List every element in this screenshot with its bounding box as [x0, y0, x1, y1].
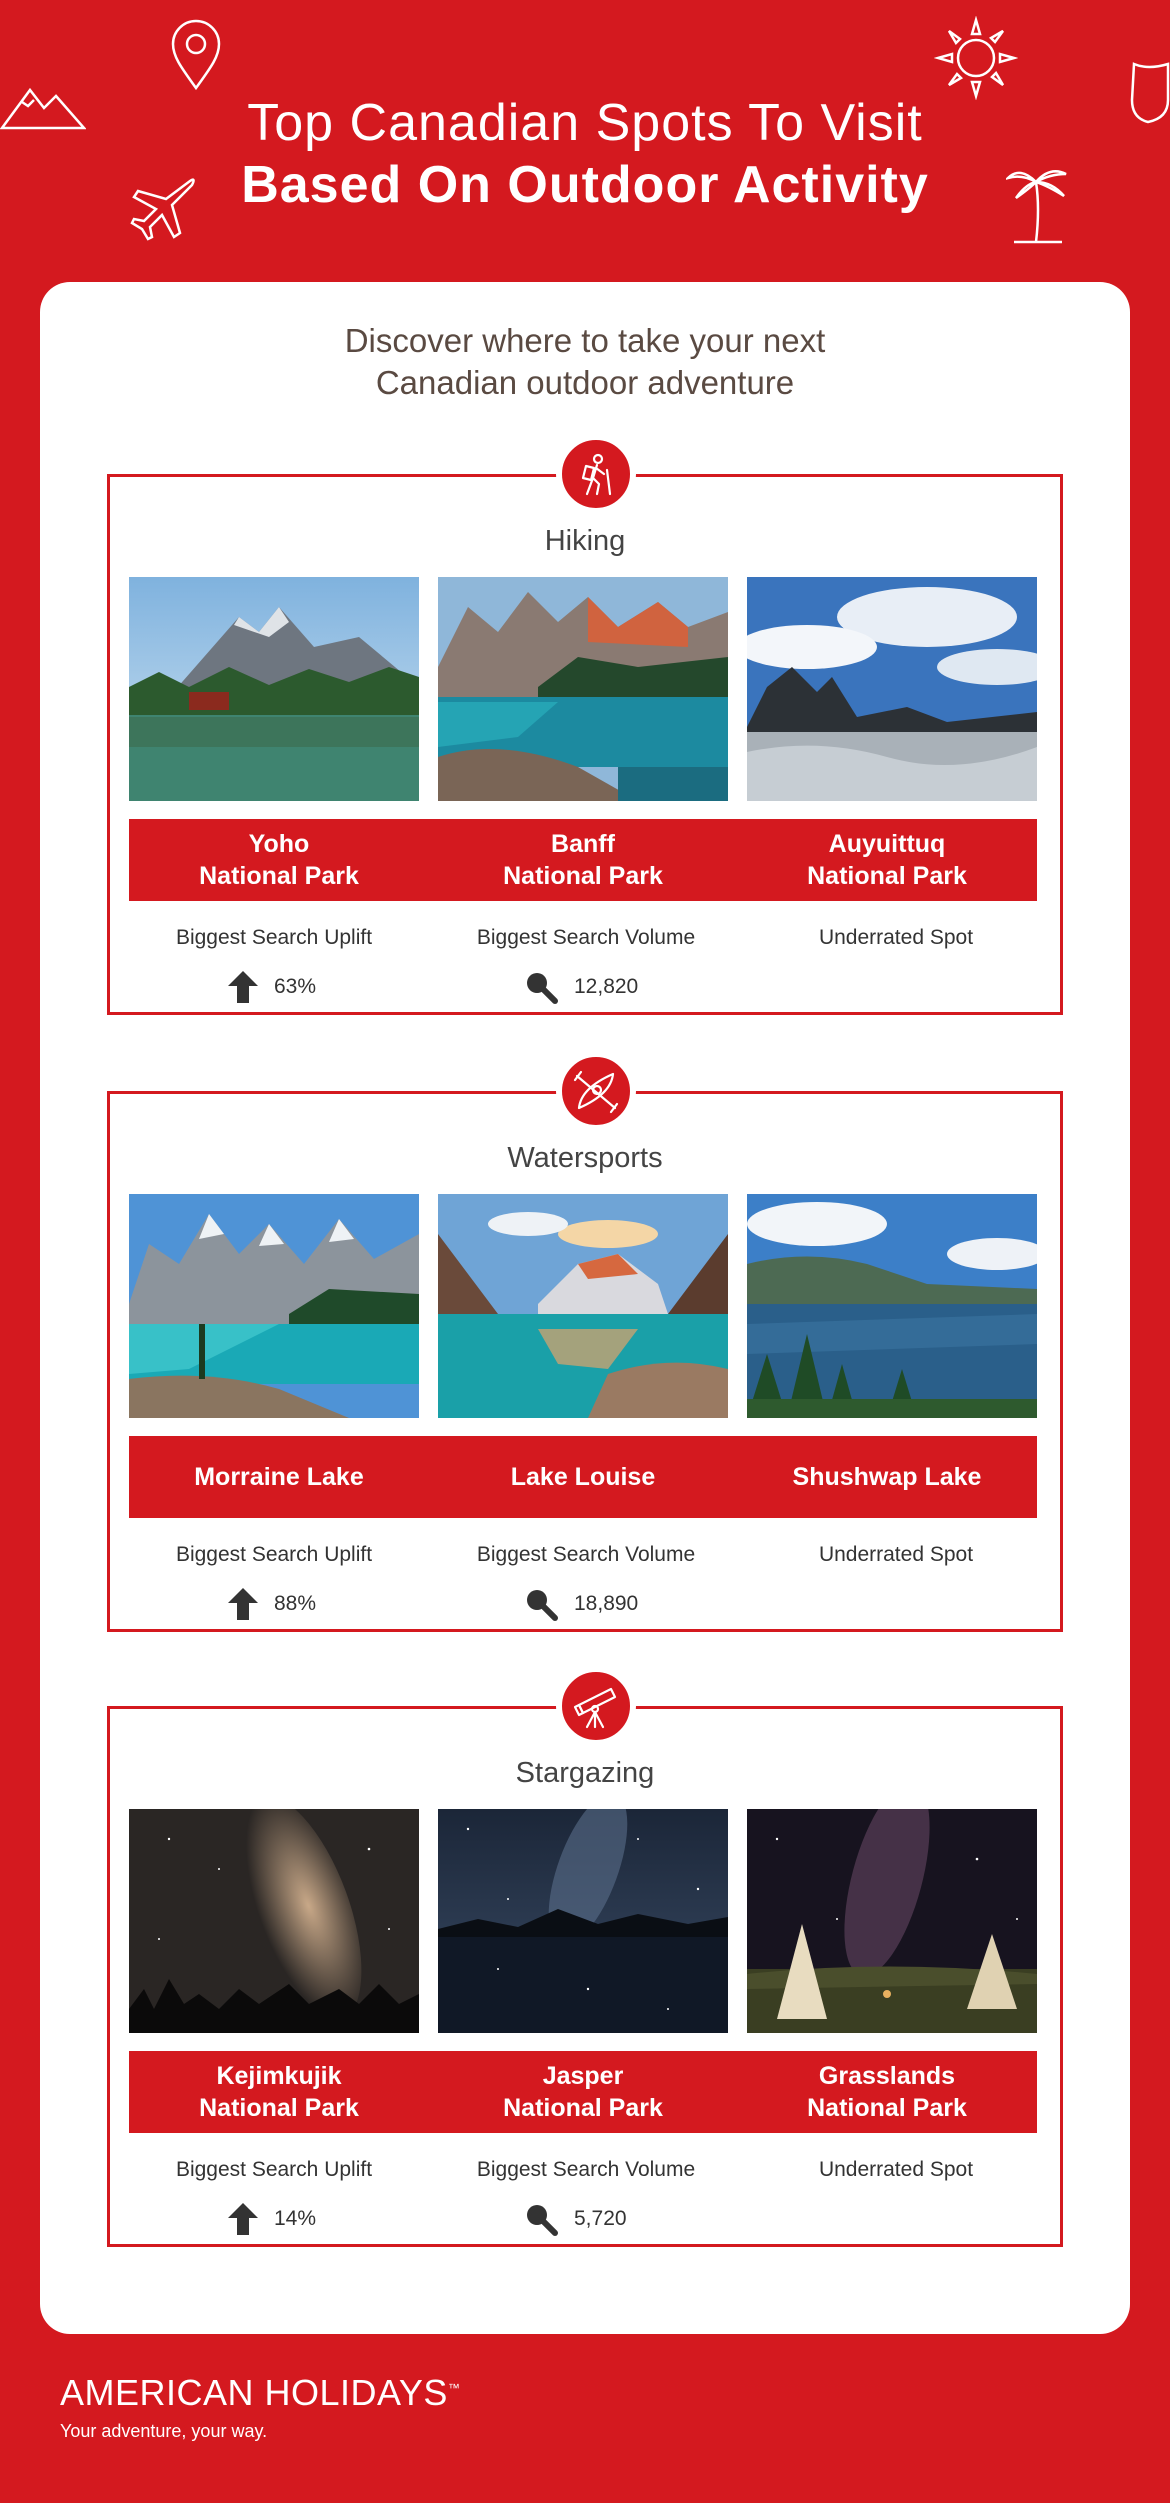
kayak-icon — [573, 1068, 619, 1114]
photo-lake-louise — [438, 1194, 728, 1418]
magnifier-icon — [524, 970, 558, 1004]
magnifier-icon — [524, 2202, 558, 2236]
section-hiking — [107, 474, 1063, 1015]
place-name: Banff National Park — [503, 830, 663, 890]
section-title: Watersports — [507, 1142, 663, 1174]
section-badge — [556, 1051, 636, 1131]
place-name: Auyuittuq National Park — [807, 830, 967, 890]
stat-uplift — [228, 2199, 316, 2239]
place-names-bar — [129, 1436, 1037, 1518]
brand-logo[interactable] — [60, 2368, 460, 2443]
stat-value: 18,890 — [574, 1592, 639, 1615]
stat-label: Biggest Search Volume — [476, 926, 696, 949]
brand-tagline: Your adventure, your way. — [60, 2421, 268, 2441]
photo-morraine-lake — [129, 1194, 419, 1418]
telescope-icon — [573, 1683, 619, 1729]
place-name: Grasslands National Park — [807, 2062, 967, 2122]
intro-line-2: Canadian outdoor adventure — [375, 364, 795, 401]
arrow-up-icon — [228, 2203, 258, 2235]
stat-value: 12,820 — [574, 975, 639, 998]
hiker-icon — [574, 452, 618, 496]
trademark-symbol: ™ — [447, 2381, 461, 2395]
page-title — [0, 92, 1170, 216]
place-name: Jasper National Park — [503, 2062, 663, 2122]
photo-auyuittuq — [747, 577, 1037, 801]
section-watersports — [107, 1091, 1063, 1632]
map-pin-icon — [170, 18, 222, 90]
stat-volume — [524, 967, 638, 1007]
place-name: Yoho National Park — [199, 830, 359, 890]
section-badge — [556, 434, 636, 514]
photo-shushwap-lake — [747, 1194, 1037, 1418]
section-stargazing — [107, 1706, 1063, 2247]
intro-text — [0, 320, 1170, 404]
place-name: Kejimkujik National Park — [199, 2062, 359, 2122]
place-names-bar — [129, 819, 1037, 901]
stat-value: 88% — [274, 1592, 317, 1615]
section-title: Hiking — [544, 525, 626, 557]
stat-label: Biggest Search Uplift — [175, 1543, 373, 1566]
stat-value: 63% — [274, 975, 317, 998]
stat-label: Biggest Search Volume — [476, 2158, 696, 2181]
photo-grasslands — [747, 1809, 1037, 2033]
intro-line-1: Discover where to take your next — [344, 322, 826, 359]
place-name: Morraine Lake — [194, 1463, 364, 1491]
stat-uplift — [228, 1584, 316, 1624]
brand-name — [60, 2368, 460, 2413]
stat-value: 5,720 — [574, 2207, 627, 2230]
section-title: Stargazing — [515, 1757, 655, 1789]
stat-label: Underrated Spot — [818, 2158, 974, 2181]
stat-label: Biggest Search Uplift — [175, 926, 373, 949]
stat-volume — [524, 1584, 638, 1624]
arrow-up-icon — [228, 971, 258, 1003]
stat-label: Underrated Spot — [818, 926, 974, 949]
stat-label: Biggest Search Volume — [476, 1543, 696, 1566]
place-name: Lake Louise — [510, 1463, 656, 1491]
section-badge — [556, 1666, 636, 1746]
magnifier-icon — [524, 1587, 558, 1621]
title-line-1: Top Canadian Spots To Visit — [247, 94, 923, 152]
photo-yoho — [129, 577, 419, 801]
stat-value: 14% — [274, 2207, 317, 2230]
photo-jasper — [438, 1809, 728, 2033]
brand-wordmark: AMERICAN HOLIDAYS — [60, 2372, 448, 2413]
stat-label: Biggest Search Uplift — [175, 2158, 373, 2181]
title-line-2: Based On Outdoor Activity — [241, 156, 929, 214]
photo-kejimkujik — [129, 1809, 419, 2033]
stat-volume — [524, 2199, 627, 2239]
photo-banff — [438, 577, 728, 801]
stat-label: Underrated Spot — [818, 1543, 974, 1566]
arrow-up-icon — [228, 1588, 258, 1620]
stat-uplift — [228, 967, 316, 1007]
place-names-bar — [129, 2051, 1037, 2133]
sun-icon — [934, 16, 1018, 100]
place-name: Shushwap Lake — [792, 1463, 982, 1491]
